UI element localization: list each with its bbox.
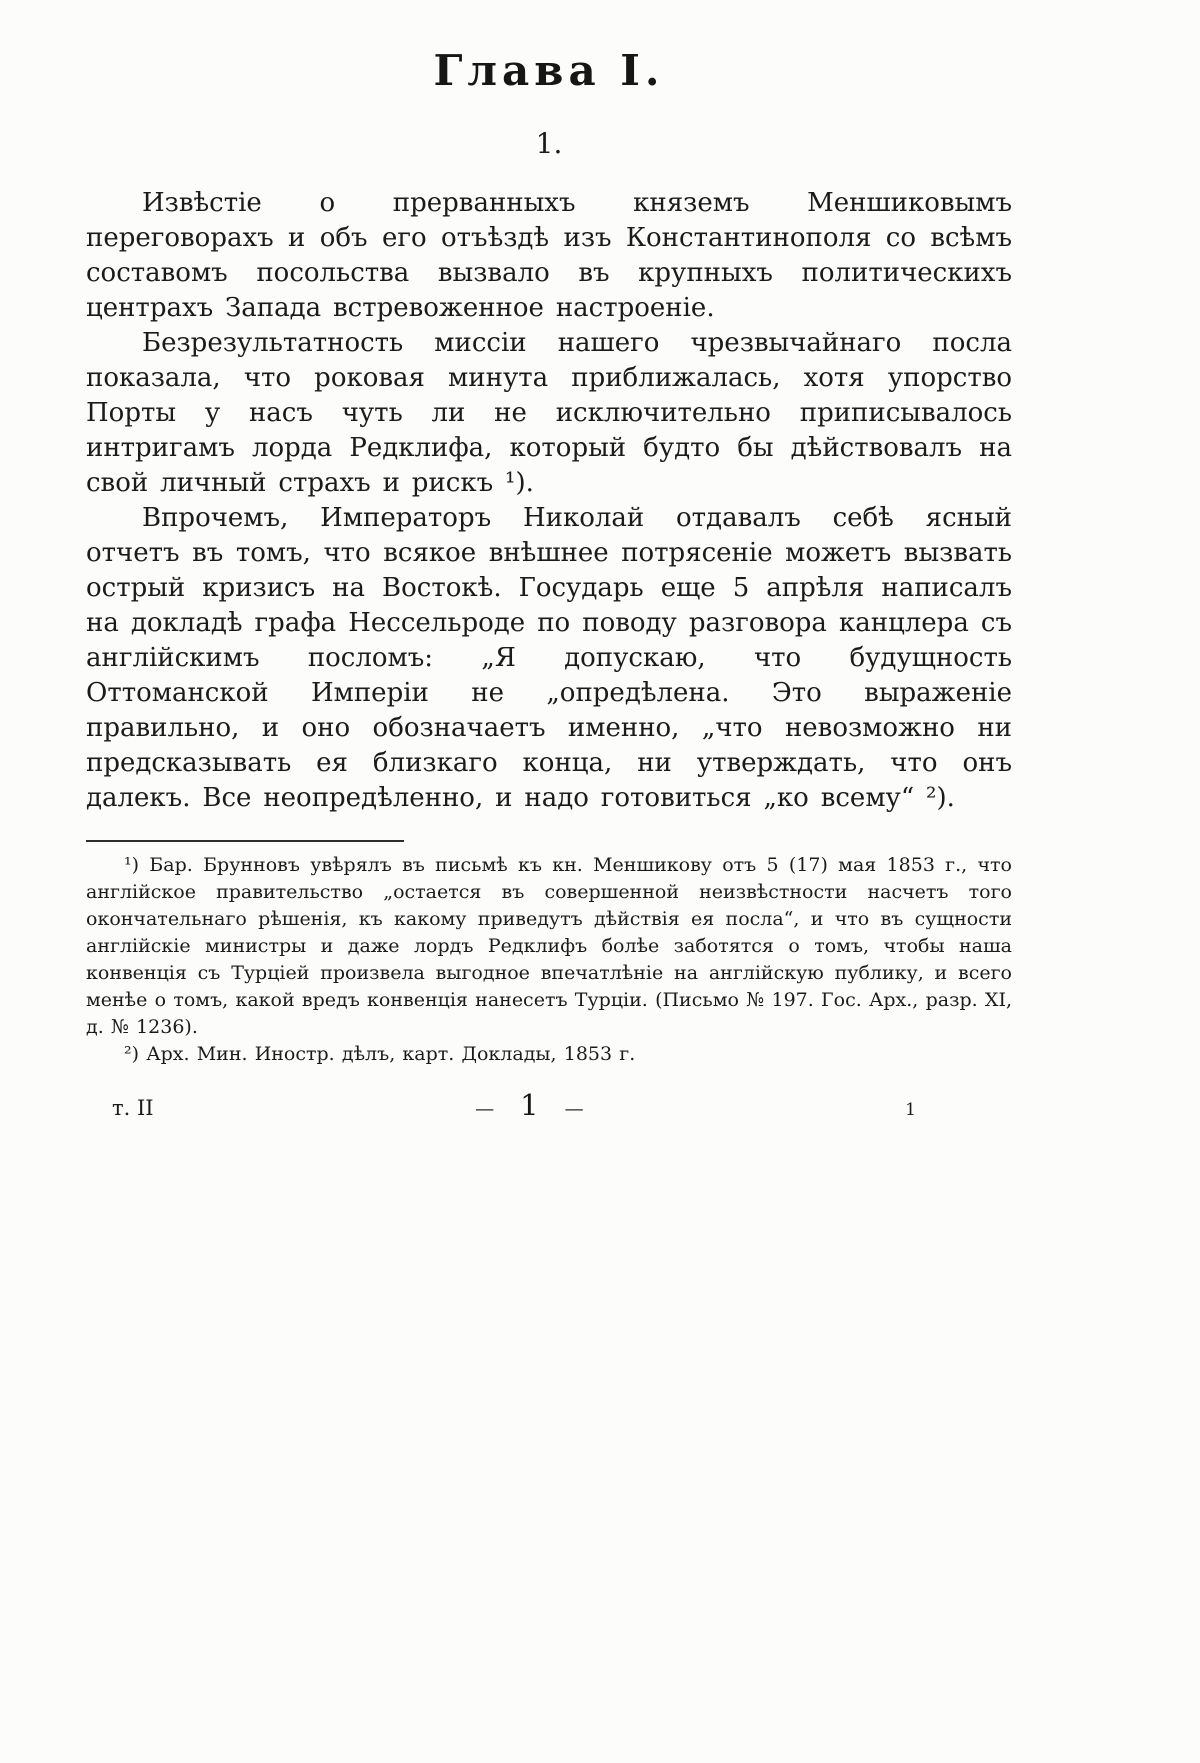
footnote-separator: [86, 840, 404, 842]
page-number: 1: [520, 1088, 539, 1122]
paragraph-3: Впрочемъ, Императоръ Николай отдавалъ себѣ ясный отчетъ въ томъ, что всякое внѣшнее потрясеніе можетъ вызвать острый кризисъ на Востокѣ. Государь еще 5 апрѣля написалъ на докладѣ графа Нессельроде по поводу разговора канцлера съ англійскимъ посломъ: „Я допускаю, что будущность Оттоманской Имперіи не „опредѣлена. Это выраженіе правильно, и оно обозначаетъ именно, „что невозможно ни предсказывать ея близкаго конца, ни утверждать, что онъ далекъ. Все неопредѣленно, и надо готовиться „ко всему“ ²).: [86, 503, 1012, 813]
volume-label: т. II: [112, 1096, 154, 1120]
footnotes: [86, 852, 1012, 1068]
page-content: [86, 0, 1012, 1122]
paragraph-2: Безрезультатность миссіи нашего чрезвычайнаго посла показала, что роковая минута приближалась, хотя упорство Порты у насъ чуть ли не исключительно приписывалось интригамъ лорда Редклифа, который будто бы дѣйствовалъ на свой личный страхъ и рискъ ¹).: [86, 328, 1012, 498]
paragraph-1: Извѣстіе о прерванныхъ княземъ Меншиковымъ переговорахъ и объ его отъѣздѣ изъ Константинополя со всѣмъ составомъ посольства вызвало въ крупныхъ политическихъ центрахъ Запада встревоженное настроеніе.: [86, 188, 1012, 323]
body-text: [86, 186, 1012, 816]
footnote-1: ¹) Бар. Брунновъ увѣрялъ въ письмѣ къ кн. Меншикову отъ 5 (17) мая 1853 г., что англійское правительство „остается въ совершенной неизвѣстности насчетъ того окончательнаго рѣшенія, къ какому приведутъ дѣйствія ея посла“, и что въ сущности англійскіе министры и даже лордъ Редклифъ болѣе заботятся о томъ, чтобы наша конвенція съ Турціей произвела выгодное впечатлѣніе на англійскую публику, и всего менѣе о томъ, какой вредъ конвенція нанесетъ Турціи. (Письмо № 197. Гос. Арх., разр. XI, д. № 1236).: [86, 854, 1012, 1038]
dash-left: —: [475, 1098, 495, 1120]
footnote-2: ²) Арх. Мин. Иностр. дѣлъ, карт. Доклады, 1853 г.: [124, 1043, 636, 1065]
corner-page-number: 1: [905, 1100, 916, 1120]
dash-right: —: [564, 1098, 584, 1120]
page-footer: [86, 1088, 1012, 1122]
chapter-title: Глава I.: [433, 46, 665, 95]
page-number-display: [154, 1088, 906, 1122]
section-number: 1.: [535, 127, 563, 160]
